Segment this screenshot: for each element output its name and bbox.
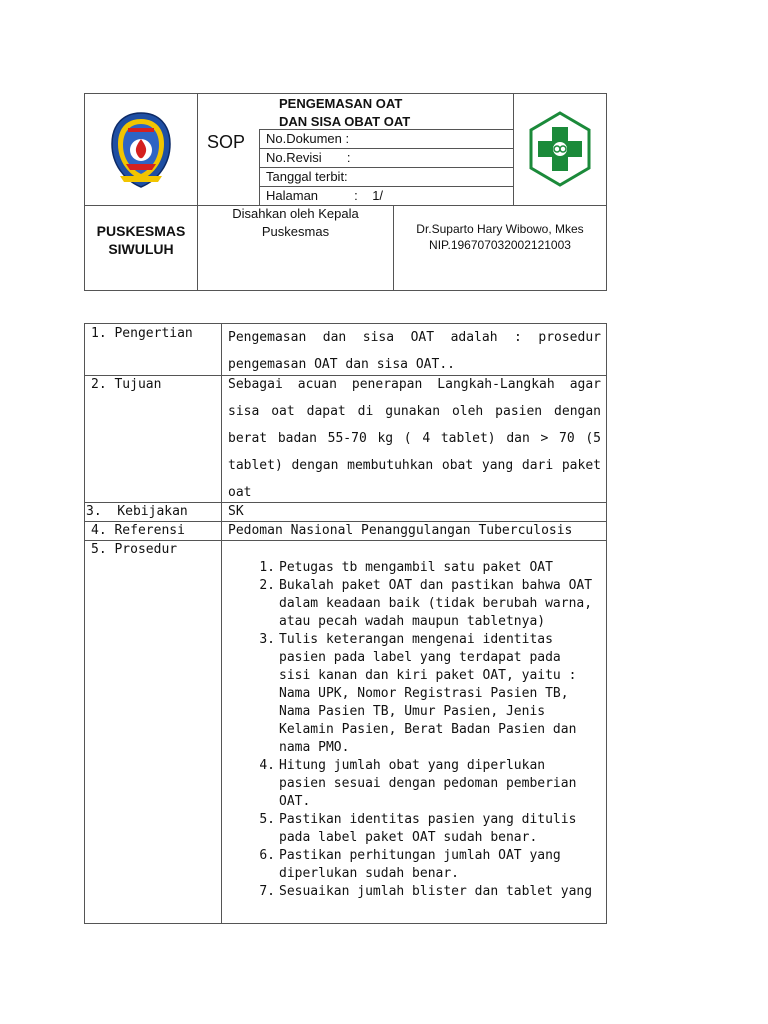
- step-number: 3.: [259, 632, 275, 647]
- list-item: [255, 577, 595, 631]
- step-number: 5.: [259, 812, 275, 827]
- step-number: 7.: [259, 884, 275, 899]
- sop-header-table: [84, 93, 607, 291]
- tujuan-text: Sebagai acuan penerapan Langkah-Langkah agar sisa oat dapat di gunakan oleh pasien dengan berat badan 55-70 kg ( 4 tablet) dan > 70 (5 tablet) dengan membutuhkan obat yang dari paket oat: [228, 377, 601, 500]
- pengertian-label: 1. Pengertian: [91, 326, 193, 341]
- halaman-field: Halaman : 1/: [266, 188, 384, 203]
- tanggal-terbit-field: Tanggal terbit:: [266, 169, 348, 184]
- pengertian-text: Pengemasan dan sisa OAT adalah : prosedur pengemasan OAT dan sisa OAT..: [228, 330, 601, 372]
- list-item: [255, 757, 595, 811]
- list-item: [255, 847, 595, 883]
- sop-label: SOP: [207, 132, 246, 152]
- sop-content-table: [84, 323, 607, 924]
- step-text: Hitung jumlah obat yang diperlukan pasien sesuai dengan pedoman pemberian OAT.: [279, 758, 577, 809]
- prosedur-steps: [255, 559, 595, 901]
- list-item: [255, 883, 595, 901]
- step-text: Sesuaikan jumlah blister dan tablet yang: [279, 884, 593, 899]
- kebijakan-label: 3. Kebijakan: [86, 504, 188, 519]
- sop-title-line2: DAN SISA OBAT OAT: [279, 114, 411, 129]
- sop-title-line1: PENGEMASAN OAT: [279, 96, 403, 111]
- approval-line1: Disahkan oleh Kepala: [232, 206, 359, 221]
- step-text: Pastikan perhitungan jumlah OAT yang diperlukan sudah benar.: [279, 848, 561, 881]
- green-cross-logo: [528, 111, 592, 187]
- no-revisi-field: No.Revisi :: [266, 150, 351, 165]
- org-name-line2: SIWULUH: [108, 241, 174, 257]
- step-number: 2.: [259, 578, 275, 593]
- step-number: 1.: [259, 560, 275, 575]
- tujuan-label: 2. Tujuan: [91, 377, 162, 392]
- step-number: 4.: [259, 758, 275, 773]
- org-name: [85, 222, 197, 258]
- divider: [259, 167, 513, 168]
- step-text: Bukalah paket OAT dan pastikan bahwa OAT dalam keadaan baik (tidak berubah warna, atau pecah wadah maupun tabletnya): [279, 578, 593, 629]
- signer-block: [394, 221, 606, 253]
- list-item: [255, 559, 595, 577]
- list-item: [255, 631, 595, 757]
- list-item: [255, 811, 595, 847]
- divider: [85, 521, 606, 522]
- approval-line2: Puskesmas: [261, 224, 330, 239]
- referensi-text: Pedoman Nasional Penanggulangan Tuberculosis: [228, 523, 573, 538]
- divider: [221, 324, 222, 923]
- divider: [259, 148, 513, 149]
- org-name-line1: PUSKESMAS: [96, 223, 186, 239]
- divider: [85, 540, 606, 541]
- divider: [197, 94, 198, 290]
- divider: [513, 94, 514, 206]
- kebijakan-text: SK: [228, 504, 244, 519]
- step-number: 6.: [259, 848, 275, 863]
- signer-name: Dr.Suparto Hary Wibowo, Mkes: [416, 222, 584, 236]
- signer-nip: NIP.196707032002121003: [429, 238, 571, 252]
- step-text: Petugas tb mengambil satu paket OAT: [279, 560, 553, 575]
- no-dokumen-field: No.Dokumen :: [266, 131, 350, 146]
- approval-text: [198, 205, 393, 241]
- regional-emblem-logo: [106, 110, 176, 190]
- divider: [259, 186, 513, 187]
- referensi-label: 4. Referensi: [91, 523, 185, 538]
- step-text: Tulis keterangan mengenai identitas pasien pada label yang terdapat pada sisi kanan dan kiri paket OAT, yaitu : Nama UPK, Nomor Registrasi Pasien TB, Nama Pasien TB, Umur Pasien, Jenis Kelamin Pasien, Berat Badan Pasien dan nama PMO.: [279, 632, 577, 755]
- step-text: Pastikan identitas pasien yang ditulis pada label paket OAT sudah benar.: [279, 812, 577, 845]
- prosedur-label: 5. Prosedur: [91, 542, 178, 557]
- divider: [259, 129, 260, 206]
